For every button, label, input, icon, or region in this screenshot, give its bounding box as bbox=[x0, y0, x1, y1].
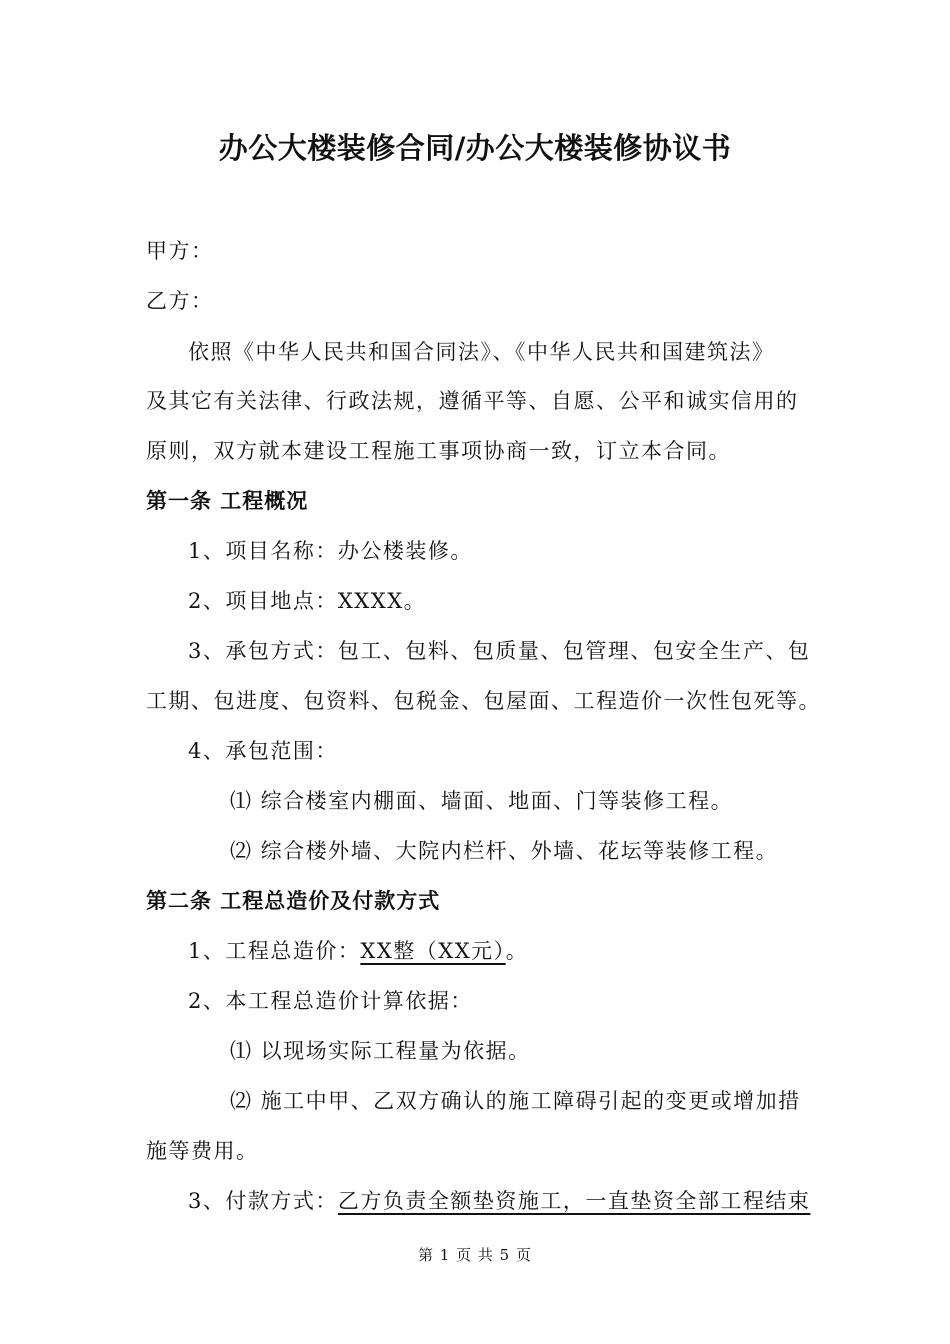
article-2-heading: 第二条 工程总造价及付款方式 bbox=[146, 889, 441, 913]
article-2-sub-item-1: ⑴ 以现场实际工程量为依据。 bbox=[230, 1039, 531, 1063]
article-1-heading: 第一条 工程概况 bbox=[146, 489, 309, 513]
total-price-amount: XX整（XX元） bbox=[360, 939, 506, 963]
article-1-sub-item-1: ⑴ 综合楼室内棚面、墙面、地面、门等装修工程。 bbox=[230, 789, 734, 813]
payment-method-terms: 乙方负责全额垫资施工，一直垫资全部工程结束 bbox=[337, 1189, 811, 1213]
total-price-suffix: 。 bbox=[505, 939, 529, 963]
document-title: 办公大楼装修合同/办公大楼装修协议书 bbox=[218, 131, 732, 165]
party-a-label: 甲方： bbox=[146, 239, 214, 263]
article-1-item-3-line-2: 工期、包进度、包资料、包税金、包屋面、工程造价一次性包死等。 bbox=[146, 689, 821, 713]
article-1-item-3-line-1: 3、承包方式：包工、包料、包质量、包管理、包安全生产、包 bbox=[188, 639, 811, 663]
article-1-item-4: 4、承包范围： bbox=[188, 739, 338, 763]
intro-line-2: 及其它有关法律、行政法规，遵循平等、自愿、公平和诚实信用的 bbox=[146, 389, 799, 413]
payment-method-label: 3、付款方式： bbox=[188, 1189, 338, 1213]
total-price-label: 1、工程总造价： bbox=[188, 939, 361, 963]
article-1-item-1: 1、项目名称：办公楼装修。 bbox=[188, 539, 473, 563]
article-2-item-3 bbox=[188, 1186, 810, 1216]
intro-line-1: 依照《中华人民共和国合同法》、《中华人民共和国建筑法》 bbox=[188, 340, 775, 364]
intro-line-3: 原则，双方就本建设工程施工事项协商一致，订立本合同。 bbox=[146, 439, 731, 463]
article-2-sub-item-2-line-2: 施等费用。 bbox=[146, 1139, 259, 1163]
article-2-item-2: 2、本工程总造价计算依据： bbox=[188, 989, 473, 1013]
page-number-footer: 第 1 页 共 5 页 bbox=[418, 1246, 532, 1264]
article-1-sub-item-2: ⑵ 综合楼外墙、大院内栏杆、外墙、花坛等装修工程。 bbox=[230, 839, 779, 863]
article-2-sub-item-2-line-1: ⑵ 施工中甲、乙双方确认的施工障碍引起的变更或增加措 bbox=[230, 1089, 801, 1113]
party-b-label: 乙方： bbox=[146, 289, 214, 313]
article-1-item-2: 2、项目地点：XXXX。 bbox=[188, 589, 427, 613]
article-2-item-1 bbox=[188, 936, 528, 966]
